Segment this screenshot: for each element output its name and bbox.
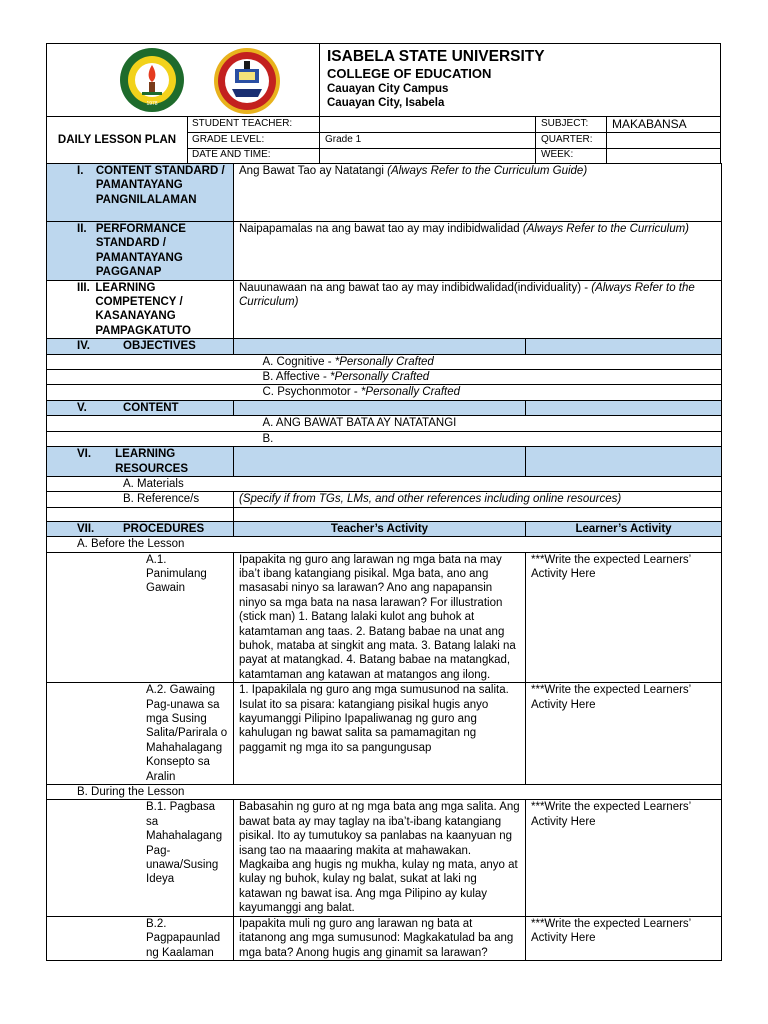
info-row-student-teacher bbox=[188, 117, 721, 133]
content-standard-note: (Always Refer to the Curriculum Guide) bbox=[387, 165, 588, 177]
b1-teacher-activity: Babasahin ng guro at ng mga bata ang mga salita. Ang bawat bata ay may taglay na iba’t-ibang katangiang pisikal. Ito ay tumutukoy sa panlabas na kaanyuan ng isang tao na maaaring makita at mahawakan. Magkaiba ang hugis ng mukha, kulay ng mata, anyo at kulay ng buhok, kulay ng balat, sukat at laki ng katawan ng bawat isa. Ang mga Pilipino ay kulay kayumanggi ang balat. bbox=[234, 800, 526, 916]
student-teacher-label: STUDENT TEACHER: bbox=[192, 118, 293, 129]
references-note: (Specify if from TGs, LMs, and other references including online resources) bbox=[234, 492, 722, 507]
b1-learner-activity: ***Write the expected Learners’ Activity Here bbox=[526, 800, 722, 916]
quarter-label: QUARTER: bbox=[541, 134, 593, 145]
row-materials: A. Materials bbox=[47, 476, 722, 491]
row-references: B. Reference/s (Specify if from TGs, LMs, and other references including online resources) bbox=[47, 492, 722, 507]
row-learning-competency: III. LEARNING COMPETENCY / KASANAYANG PAMPAGKATUTO Nauunawaan na ang bawat tao ay may indibidwalidad(individuality) - (Always Refer to the Curriculum) bbox=[47, 280, 722, 339]
row-objective-b: B. Affective - *Personally Crafted bbox=[47, 370, 722, 385]
lesson-plan-page bbox=[46, 43, 721, 961]
learner-activity-header: Learner’s Activity bbox=[526, 521, 722, 536]
row-b2 bbox=[47, 916, 722, 960]
university-name: ISABELA STATE UNIVERSITY bbox=[327, 48, 545, 65]
objectives-title: OBJECTIVES bbox=[123, 340, 196, 353]
row-objective-c: C. Psychonmotor - *Personally Crafted bbox=[47, 385, 722, 400]
content-standard-title: CONTENT STANDARD / PAMANTAYANG PANGNILALAMAN bbox=[95, 165, 225, 206]
a1-label: A.1. Panimulang Gawain bbox=[47, 552, 234, 683]
content-title: CONTENT bbox=[123, 401, 179, 414]
performance-standard-text: Naipapamalas na ang bawat tao ay may indibidwalidad bbox=[239, 223, 520, 235]
info-row-date-time bbox=[188, 148, 721, 163]
header bbox=[46, 43, 721, 116]
row-content-a: A. ANG BAWAT BATA AY NATATANGI bbox=[47, 416, 722, 431]
b1-label: B.1. Pagbasa sa Mahahalagang Pag-unawa/Susing Ideya bbox=[47, 800, 234, 916]
row-a1 bbox=[47, 552, 722, 683]
info-block bbox=[46, 116, 721, 163]
row-during-lesson: B. During the Lesson bbox=[47, 785, 722, 800]
campus-address: Cauayan City, Isabela bbox=[327, 97, 445, 109]
row-before-lesson: A. Before the Lesson bbox=[47, 537, 722, 552]
content-standard-text: Ang Bawat Tao ay Natatangi bbox=[239, 165, 384, 177]
a2-label: A.2. Gawaing Pag-unawa sa mga Susing Salita/Parirala o Mahahalagang Konsepto sa Aralin bbox=[47, 683, 234, 785]
college-name: COLLEGE OF EDUCATION bbox=[327, 66, 492, 81]
a1-learner-activity: ***Write the expected Learners’ Activity Here bbox=[526, 552, 722, 683]
grade-level-value: Grade 1 bbox=[325, 134, 362, 145]
subject-label: SUBJECT: bbox=[541, 118, 589, 129]
week-label: WEEK: bbox=[541, 149, 574, 160]
svg-text:1978: 1978 bbox=[146, 101, 158, 107]
performance-standard-title: PERFORMANCE STANDARD / PAMANTAYANG PAGGANAP bbox=[95, 223, 186, 279]
learning-competency-text: Nauunawaan na ang bawat tao ay may indibidwalidad(individuality) - bbox=[239, 281, 592, 294]
info-row-grade-level bbox=[188, 133, 721, 149]
a1-teacher-activity: Ipapakita ng guro ang larawan ng mga bata na may iba’t ibang katangiang pisikal. Mga bata, ano ang masasabi ninyo sa larawan? Ano ang napapansin ninyo sa mga bata na nasa larawan? For illustration (stick man) 1. Batang lalaki kulot ang buhok at katamtaman ang taas. 2. Batang babae na unat ang buhok, mataba at singkit ang mata. 3. Batang lalaki na payat at matangkad. 4. Batang babae na matangkad, katamtaman ang katawan at matangos ang ilong. bbox=[234, 552, 526, 683]
performance-standard-note: (Always Refer to the Curriculum) bbox=[522, 223, 690, 235]
date-time-label: DATE AND TIME: bbox=[192, 149, 271, 160]
procedures-title: PROCEDURES bbox=[123, 522, 205, 535]
row-content-header: V. CONTENT bbox=[47, 400, 722, 415]
row-objectives-header: IV. OBJECTIVES bbox=[47, 339, 722, 354]
subject-value: MAKABANSA bbox=[612, 117, 687, 131]
row-spacer bbox=[47, 507, 722, 521]
a2-teacher-activity: 1. Ipapakilala ng guro ang mga sumusunod na salita. Isulat ito sa pisara: katangiang pisikal hugis anyo kayumanggi Pilipino Ipapaliwanag ng guro ang kahulugan ng bawat salita sa pamamagitan ng paggamit ng mga ito sa pangungusap bbox=[234, 683, 526, 785]
row-content-b: B. bbox=[47, 431, 722, 446]
row-resources-header: VI. LEARNING RESOURCES bbox=[47, 447, 722, 477]
row-performance-standard: II. PERFORMANCE STANDARD / PAMANTAYANG PAGGANAP Naipapamalas na ang bawat tao ay may indibidwalidad (Always Refer to the Curriculum) bbox=[47, 222, 722, 281]
college-seal-logo bbox=[210, 47, 284, 115]
logo-cell bbox=[47, 44, 320, 116]
row-objective-a: A. Cognitive - *Personally Crafted bbox=[47, 354, 722, 369]
b2-learner-activity: ***Write the expected Learners’ Activity Here bbox=[526, 916, 722, 960]
grade-level-label: GRADE LEVEL: bbox=[192, 134, 265, 145]
university-block bbox=[327, 47, 545, 110]
b2-label: B.2. Pagpapaunlad ng Kaalaman bbox=[47, 916, 234, 960]
daily-lesson-plan-title: DAILY LESSON PLAN bbox=[47, 117, 188, 163]
learning-resources-title: LEARNING RESOURCES bbox=[115, 448, 188, 475]
row-b1 bbox=[47, 800, 722, 916]
row-a2 bbox=[47, 683, 722, 785]
isu-seal-logo bbox=[117, 47, 187, 113]
learning-competency-title: LEARNING COMPETENCY / KASANAYANG PAMPAGKATUTO bbox=[95, 281, 191, 337]
b2-teacher-activity: Ipapakita muli ng guro ang larawan ng bata at itatanong ang mga sumusunod: Magkakatulad ba ang mga bata? Anong hugis ang ginamit sa larawan? bbox=[234, 916, 526, 960]
learning-competency-note: (Always Refer to the Curriculum) bbox=[239, 281, 695, 309]
row-content-standard: I. CONTENT STANDARD / PAMANTAYANG PANGNILALAMAN Ang Bawat Tao ay Natatangi (Always Refer to the Curriculum Guide) bbox=[47, 164, 722, 222]
campus-name: Cauayan City Campus bbox=[327, 83, 449, 95]
lesson-plan-table bbox=[46, 163, 722, 961]
a2-learner-activity: ***Write the expected Learners’ Activity Here bbox=[526, 683, 722, 785]
row-procedures-header: VII. PROCEDURES Teacher’s Activity Learner’s Activity bbox=[47, 521, 722, 536]
teacher-activity-header: Teacher’s Activity bbox=[234, 521, 526, 536]
